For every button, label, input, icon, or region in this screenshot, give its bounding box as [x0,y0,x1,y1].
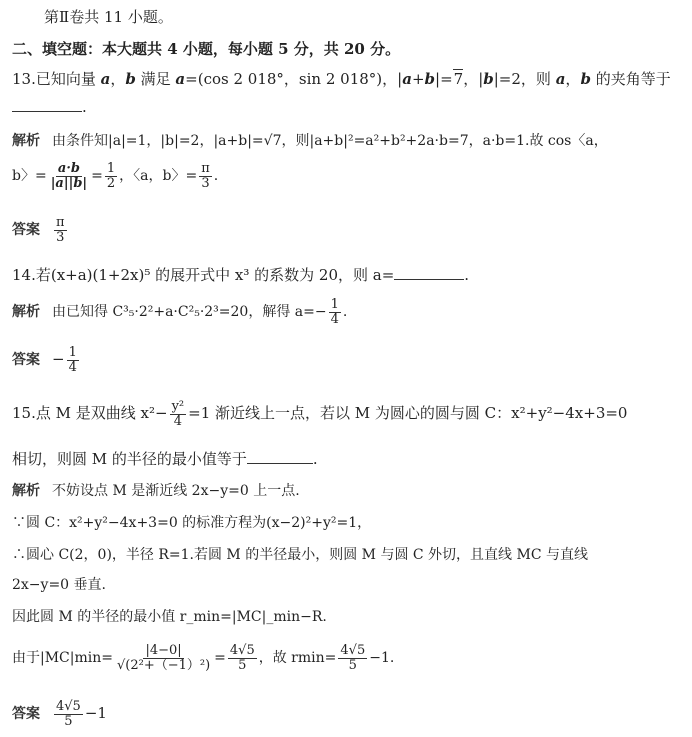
section-heading: 二、填空题：本大题共 4 小题，每小题 5 分，共 20 分。 [12,40,401,58]
question-15-analysis-line5: 因此圆 M 的半径的最小值 r_min=|MC|_min−R. [12,609,327,625]
question-15-analysis-line4: 2x−y=0 垂直. [12,577,106,593]
question-13-stem: 13.已知向量 a，b 满足 a=(cos 2 018°，sin 2 018°)，|a+b|=7，|b|=2，则 a，b 的夹角等于 [12,70,671,88]
question-13-answer: 答案 $\frac{\pi}{3}$ [12,215,65,245]
question-13-answer-blank: . [12,98,87,116]
question-14-analysis: 解析 由已知得 C³₅·2²+a·C²₅·2³=20，解得 a=− $\frac{1}{4}$ . [12,297,348,327]
question-14-stem: 14.若(x+a)(1+2x)⁵ 的展开式中 x³ 的系数为 20，则 a= . [12,266,470,284]
section-note: 第Ⅱ卷共 11 小题。 [44,8,173,26]
question-15-stem-line2: 相切，则圆 M 的半径的最小值等于 . [12,450,318,468]
question-15-analysis-line2: ∵圆 C：x²+y²−4x+3=0 的标准方程为(x−2)²+y²=1， [12,515,372,531]
question-15-analysis-line3: ∴圆心 C(2，0)，半径 R=1.若圆 M 的半径最小，则圆 M 与圆 C 外切，且直线 MC 与直线 [12,547,589,563]
question-15-answer: 答案 $\frac{4√5}{5}$ −1 [12,699,107,729]
question-13-analysis-line1: 解析 由条件知|a|=1，|b|=2，|a+b|=√7，则|a+b|²=a²+b²+2a·b=7，a·b=1.故 cos〈a， [12,133,608,149]
question-15-stem-line1: 15.点 M 是双曲线 x²− $\frac{\text{y²}}{4}$ =1 渐近线上一点，若以 M 为圆心的圆与圆 C：x²+y²−4x+3=0 [12,399,628,429]
question-13-analysis-line2: b〉= $\frac{a\cdot b}{|a||b|}$ = $\frac{1}{2}$ ，〈a，b〉= $\frac{\pi}{3}$ . [12,161,219,191]
question-15-analysis-line1: 解析 不妨设点 M 是渐近线 2x−y=0 上一点. [12,483,300,499]
question-15-analysis-line6: 由于|MC|min= $\frac{|4-0|}{\text{√(2²+（−1）²)}}$ = $\frac{4√5}{5}$ ，故 rmin= $\frac{4√5}{5}$ −1. [12,643,395,673]
question-14-answer: 答案 − $\frac{1}{4}$ [12,345,77,375]
